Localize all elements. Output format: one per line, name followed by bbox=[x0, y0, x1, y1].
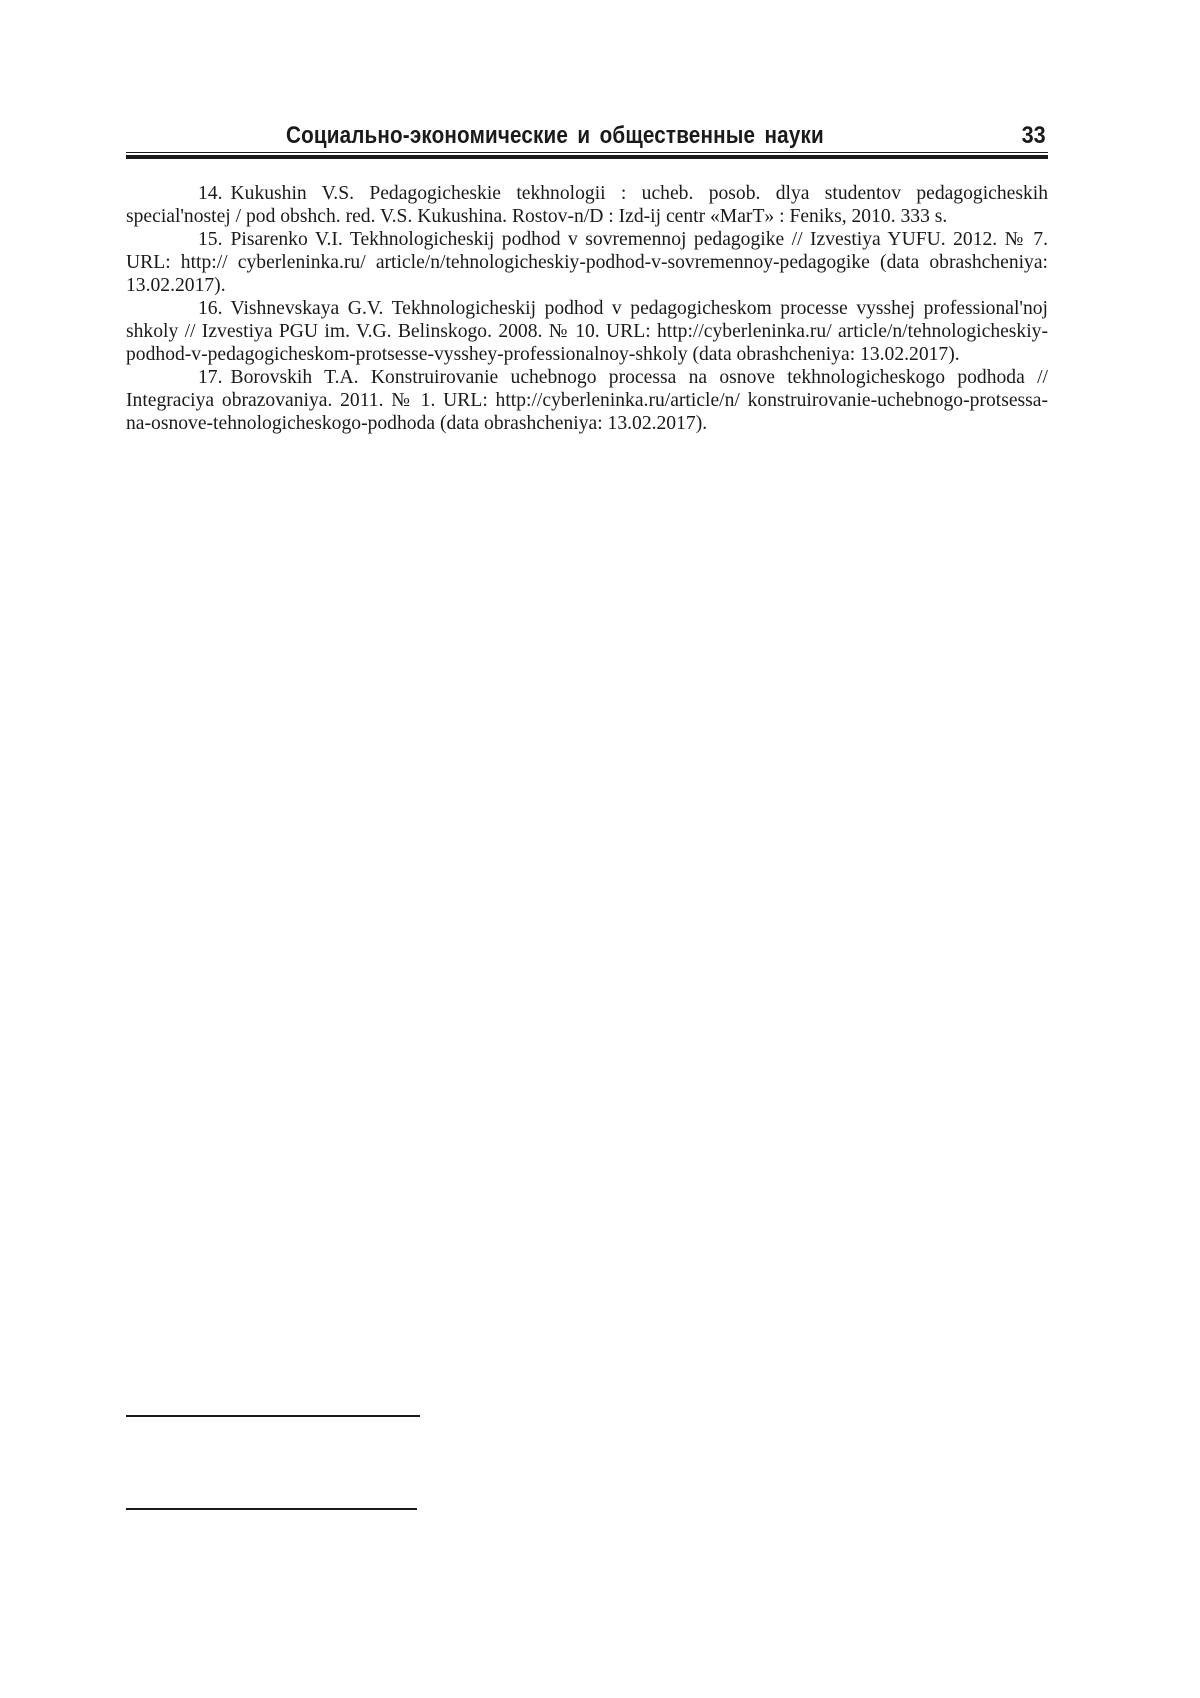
reference-text: Pisarenko V.I. Tekhnologicheskij podhod v sovremennoj pedagogike // Izvestiya YUFU. 2012. № 7. URL: http:// cyberleninka.ru/ article/n/tehnologicheskiy-podhod-v-sovremennoy-pedagogike (data obrashcheniya: 13.02.2017). bbox=[126, 229, 1048, 296]
reference-text: Borovskih T.A. Konstruirovanie uchebnogo processa na osnove tekhnologicheskogo podhoda // Integraciya obrazovaniya. 2011. № 1. URL: http://cyberleninka.ru/article/n/ konstruirovanie-uchebnogo-protsessa-na-osnove-tehnologicheskogo-podhoda (data obrashcheniya: 13.02.2017). bbox=[126, 367, 1048, 434]
footnote-separator bbox=[126, 1508, 417, 1510]
reference-item bbox=[126, 297, 1048, 366]
reference-number: 15. bbox=[198, 229, 223, 250]
header-rule-thick bbox=[126, 155, 1048, 159]
reference-number: 16. bbox=[198, 298, 223, 319]
reference-number: 14. bbox=[198, 183, 223, 204]
reference-item bbox=[126, 228, 1048, 297]
footnote-separator bbox=[126, 1415, 420, 1417]
reference-number: 17. bbox=[198, 367, 223, 388]
reference-list bbox=[126, 182, 1048, 435]
reference-item bbox=[126, 366, 1048, 435]
journal-section-title: Социально-экономические и общественные науки bbox=[286, 122, 824, 149]
header-rule-thin bbox=[126, 152, 1048, 153]
running-header bbox=[126, 120, 1048, 154]
reference-item bbox=[126, 182, 1048, 228]
reference-text: Vishnevskaya G.V. Tekhnologicheskij podhod v pedagogicheskom processe vysshej professional'noj shkoly // Izvestiya PGU im. V.G. Belinskogo. 2008. № 10. URL: http://cyberleninka.ru/ article/n/tehnologicheskiy-podhod-v-pedagogicheskom-protsesse-vysshey-professionalnoy-shkoly (data obrashcheniya: 13.02.2017). bbox=[126, 298, 1048, 365]
page-number: 33 bbox=[1021, 122, 1046, 149]
reference-text: Kukushin V.S. Pedagogicheskie tekhnologii : ucheb. posob. dlya studentov pedagogicheskih special'nostej / pod obshch. red. V.S. Kukushina. Rostov-n/D : Izd-ij centr «MarT» : Feniks, 2010. 333 s. bbox=[126, 183, 1048, 227]
